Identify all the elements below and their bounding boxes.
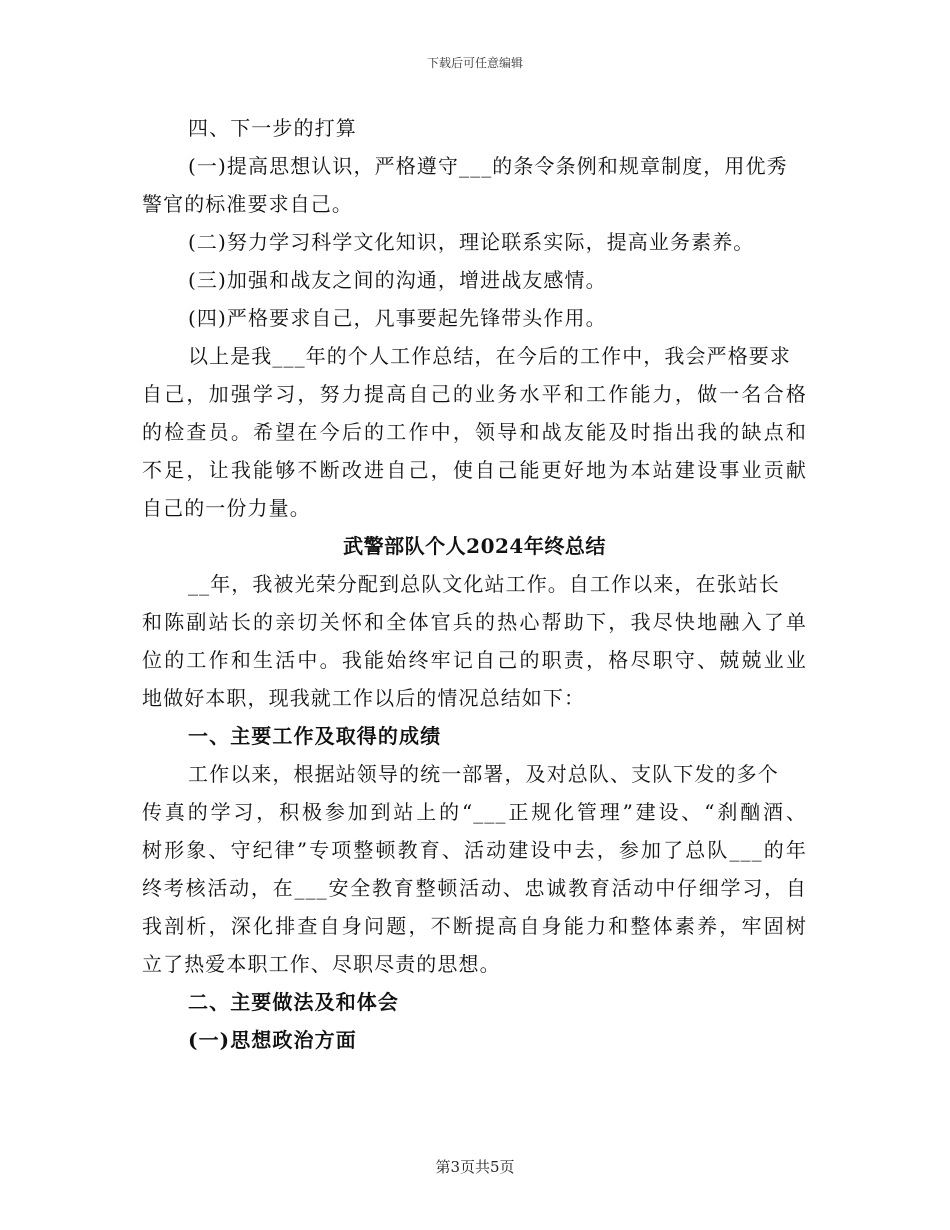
paragraph-line: (二)努力学习科学文化知识，理论联系实际，提高业务素养。 <box>188 230 755 254</box>
paragraph-line: 我剖析，深化排查自身问题，不断提高自身能力和整体素养，牢固树 <box>142 914 807 938</box>
paragraph-line: 立了热爱本职工作、尽职尽责的思想。 <box>142 952 501 976</box>
document-body <box>142 109 807 1059</box>
paragraph-line: (一)提高思想认识，严格遵守___的条令条例和规章制度，用优秀 <box>188 154 788 178</box>
document-title: 武警部队个人2024年终总结 <box>343 534 606 558</box>
header-note: 下载后可任意编辑 <box>426 56 523 70</box>
subsection-heading-ideology: (一)思想政治方面 <box>188 1028 357 1052</box>
paragraph-line: 终考核活动，在___安全教育整顿活动、忠诚教育活动中仔细学习，自 <box>142 876 807 900</box>
paragraph-line: 自己的一份力量。 <box>142 496 311 520</box>
paragraph-line: 和陈副站长的亲切关怀和全体官兵的热心帮助下，我尽快地融入了单 <box>142 610 807 634</box>
paragraph-line: 警官的标准要求自己。 <box>142 192 353 216</box>
paragraph-line: 树形象、守纪律”专项整顿教育、活动建设中去，参加了总队___的年 <box>142 838 807 862</box>
paragraph-line: 地做好本职，现我就工作以后的情况总结如下： <box>142 686 586 710</box>
paragraph-line: 以上是我___年的个人工作总结，在今后的工作中，我会严格要求 <box>188 344 791 368</box>
paragraph-line: 工作以来，根据站领导的统一部署，及对总队、支队下发的多个 <box>188 762 779 786</box>
paragraph-line: 不足，让我能够不断改进自己，使自己能更好地为本站建设事业贡献 <box>142 458 807 482</box>
paragraph-line: 的检查员。希望在今后的工作中，领导和战友能及时指出我的缺点和 <box>142 420 807 444</box>
page-number: 第3页共5页 <box>435 1158 515 1176</box>
paragraph-line: __年，我被光荣分配到总队文化站工作。自工作以来，在张站长 <box>188 572 780 596</box>
paragraph-line: (四)严格要求自己，凡事要起先锋带头作用。 <box>188 306 607 330</box>
paragraph-line: 传真的学习，积极参加到站上的“___正规化管理”建设、“刹酗酒、 <box>142 800 807 824</box>
paragraph-line: (三)加强和战友之间的沟通，增进战友感情。 <box>188 268 607 292</box>
section-heading-main-work: 一、主要工作及取得的成绩 <box>188 724 442 748</box>
paragraph-line: 自己，加强学习，努力提高自己的业务水平和工作能力，做一名合格 <box>142 382 807 406</box>
section-heading-next-steps: 四、下一步的打算 <box>188 116 357 140</box>
paragraph-line: 位的工作和生活中。我能始终牢记自己的职责，格尽职守、兢兢业业 <box>142 648 807 672</box>
section-heading-methods: 二、主要做法及和体会 <box>188 990 399 1014</box>
